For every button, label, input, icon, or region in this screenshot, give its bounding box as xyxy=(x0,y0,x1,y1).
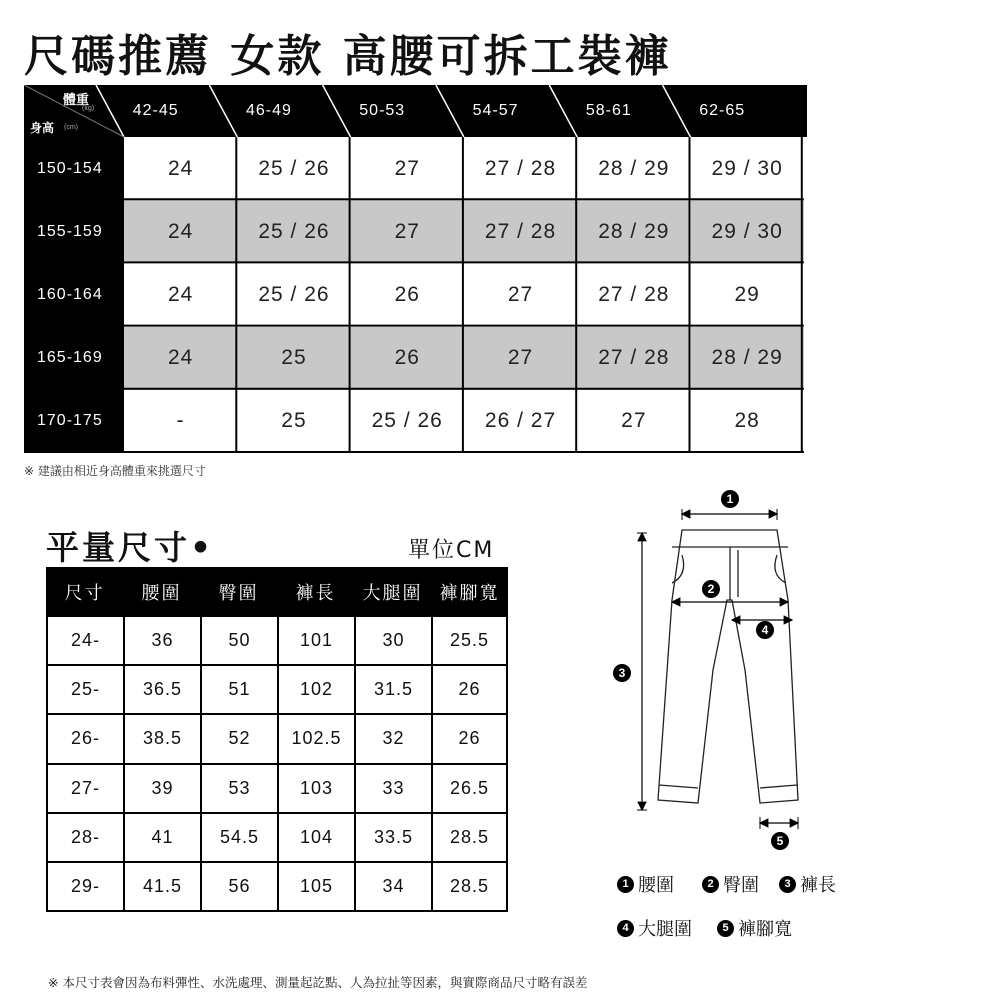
weight-header: 58-61 xyxy=(585,102,632,119)
legend-item-waist xyxy=(617,871,674,897)
measure-cell: 28.5 xyxy=(431,863,508,912)
measure-cell: 52 xyxy=(200,715,277,764)
pants-diagram xyxy=(600,485,860,850)
height-row-header: 155-159 xyxy=(24,200,124,263)
size-cell: 27 xyxy=(464,263,577,326)
marker-1-text: 1 xyxy=(726,492,734,506)
size-cell: 27 xyxy=(351,200,464,263)
unit-label: 單位CM xyxy=(408,538,495,563)
measure-cell: 51 xyxy=(200,666,277,715)
size-cell: 28 / 29 xyxy=(691,327,804,390)
legend-item-length xyxy=(779,871,836,897)
height-row-header: 165-169 xyxy=(24,327,124,390)
measure-header: 臀圍 xyxy=(218,583,259,604)
flat-measure-title: 平量尺寸• xyxy=(46,528,215,567)
measure-cell: 102.5 xyxy=(277,715,354,764)
legend-number-icon: 4 xyxy=(617,920,634,937)
legend-number-icon: 5 xyxy=(717,920,734,937)
measure-cell: 102 xyxy=(277,666,354,715)
page-title: 尺碼推薦 女款 高腰可拆工裝褲 xyxy=(24,31,672,82)
size-cell: 24 xyxy=(124,263,237,326)
measure-cell: 56 xyxy=(200,863,277,912)
size-cell: 28 / 29 xyxy=(577,137,690,200)
measure-cell: 36.5 xyxy=(123,666,200,715)
pants-outline-icon xyxy=(600,485,860,850)
legend-label: 褲腳寬 xyxy=(738,919,792,940)
measure-cell: 26 xyxy=(431,666,508,715)
size-cell: 29 / 30 xyxy=(691,137,804,200)
height-row-header: 160-164 xyxy=(24,263,124,326)
measure-cell: 105 xyxy=(277,863,354,912)
size-cell: 27 xyxy=(577,390,690,453)
header-slash xyxy=(436,85,464,137)
size-cell: - xyxy=(124,390,237,453)
measure-cell: 38.5 xyxy=(123,715,200,764)
legend-number-icon: 2 xyxy=(702,876,719,893)
measure-cell: 25- xyxy=(46,666,123,715)
legend-number-icon: 1 xyxy=(617,876,634,893)
size-cell: 28 / 29 xyxy=(577,200,690,263)
measure-cell: 28.5 xyxy=(431,814,508,863)
size-cell: 27 xyxy=(464,327,577,390)
measure-header: 褲長 xyxy=(295,583,336,604)
measure-cell: 26.5 xyxy=(431,765,508,814)
measure-cell: 32 xyxy=(354,715,431,764)
size-cell: 25 / 26 xyxy=(237,200,350,263)
weight-header: 54-57 xyxy=(472,102,519,119)
measure-cell: 24- xyxy=(46,617,123,666)
measure-cell: 41.5 xyxy=(123,863,200,912)
measure-cell: 103 xyxy=(277,765,354,814)
weight-header: 50-53 xyxy=(359,102,406,119)
measurement-table xyxy=(46,567,508,912)
size-recommendation-grid xyxy=(24,85,807,453)
size-cell: 25 / 26 xyxy=(351,390,464,453)
marker-4-text: 4 xyxy=(761,623,769,637)
measure-cell: 28- xyxy=(46,814,123,863)
recommend-note: ※ 建議由相近身高體重來挑選尺寸 xyxy=(24,464,206,478)
measure-cell: 41 xyxy=(123,814,200,863)
measure-cell: 27- xyxy=(46,765,123,814)
corner-weight-label: 體重 xyxy=(63,92,90,107)
legend-label: 大腿圍 xyxy=(638,919,692,940)
legend-label: 腰圍 xyxy=(638,875,674,896)
measure-cell: 26 xyxy=(431,715,508,764)
height-row-header: 170-175 xyxy=(24,390,124,453)
size-cell: 27 xyxy=(351,137,464,200)
size-cell: 24 xyxy=(124,200,237,263)
size-cell: 27 / 28 xyxy=(464,200,577,263)
disclaimer-note: ※ 本尺寸表會因為布料彈性、水洗處理、測量起訖點、人為拉扯等因素，與實際商品尺寸略有誤差 xyxy=(48,975,588,990)
size-cell: 24 xyxy=(124,137,237,200)
measure-cell: 33.5 xyxy=(354,814,431,863)
size-cell: 25 xyxy=(237,390,350,453)
marker-2-text: 2 xyxy=(707,582,715,596)
size-cell: 27 / 28 xyxy=(464,137,577,200)
header-slash xyxy=(663,85,691,137)
height-row-header: 150-154 xyxy=(24,137,124,200)
header-slash xyxy=(323,85,351,137)
measure-cell: 25.5 xyxy=(431,617,508,666)
legend-number-icon: 3 xyxy=(779,876,796,893)
weight-header: 42-45 xyxy=(132,102,179,119)
legend-label: 臀圍 xyxy=(723,875,759,896)
legend-label: 褲長 xyxy=(800,875,836,896)
size-cell: 26 xyxy=(351,327,464,390)
measure-header: 大腿圍 xyxy=(362,583,423,604)
size-cell: 25 / 26 xyxy=(237,137,350,200)
corner-diagonal xyxy=(24,85,124,137)
measure-cell: 31.5 xyxy=(354,666,431,715)
size-cell: 29 / 30 xyxy=(691,200,804,263)
measure-cell: 26- xyxy=(46,715,123,764)
measure-cell: 54.5 xyxy=(200,814,277,863)
measure-cell: 101 xyxy=(277,617,354,666)
legend-item-thigh xyxy=(617,915,692,941)
measure-cell: 104 xyxy=(277,814,354,863)
header-slash xyxy=(549,85,577,137)
measure-cell: 33 xyxy=(354,765,431,814)
measure-header: 褲腳寬 xyxy=(439,583,500,604)
size-cell: 28 xyxy=(691,390,804,453)
measure-header: 腰圍 xyxy=(141,583,182,604)
weight-header: 62-65 xyxy=(699,102,746,119)
measure-cell: 29- xyxy=(46,863,123,912)
measure-cell: 39 xyxy=(123,765,200,814)
measure-cell: 36 xyxy=(123,617,200,666)
corner-height-unit: (cm) xyxy=(64,124,78,131)
measure-header: 尺寸 xyxy=(64,583,105,604)
size-cell: 24 xyxy=(124,327,237,390)
size-cell: 25 xyxy=(237,327,350,390)
size-cell: 29 xyxy=(691,263,804,326)
corner-height-label: 身高 xyxy=(30,121,55,135)
grid-lines xyxy=(24,85,807,453)
weight-header: 46-49 xyxy=(245,102,292,119)
measure-cell: 53 xyxy=(200,765,277,814)
corner-weight-unit: (kg) xyxy=(82,105,95,112)
measure-cell: 50 xyxy=(200,617,277,666)
legend-item-hip xyxy=(702,871,759,897)
measure-cell: 34 xyxy=(354,863,431,912)
marker-5-text: 5 xyxy=(776,834,784,848)
size-cell: 26 xyxy=(351,263,464,326)
size-cell: 27 / 28 xyxy=(577,263,690,326)
size-cell: 27 / 28 xyxy=(577,327,690,390)
marker-3-text: 3 xyxy=(618,666,626,680)
measure-cell: 30 xyxy=(354,617,431,666)
header-slash xyxy=(209,85,237,137)
size-cell: 26 / 27 xyxy=(464,390,577,453)
legend-item-hem xyxy=(717,915,792,941)
size-cell: 25 / 26 xyxy=(237,263,350,326)
